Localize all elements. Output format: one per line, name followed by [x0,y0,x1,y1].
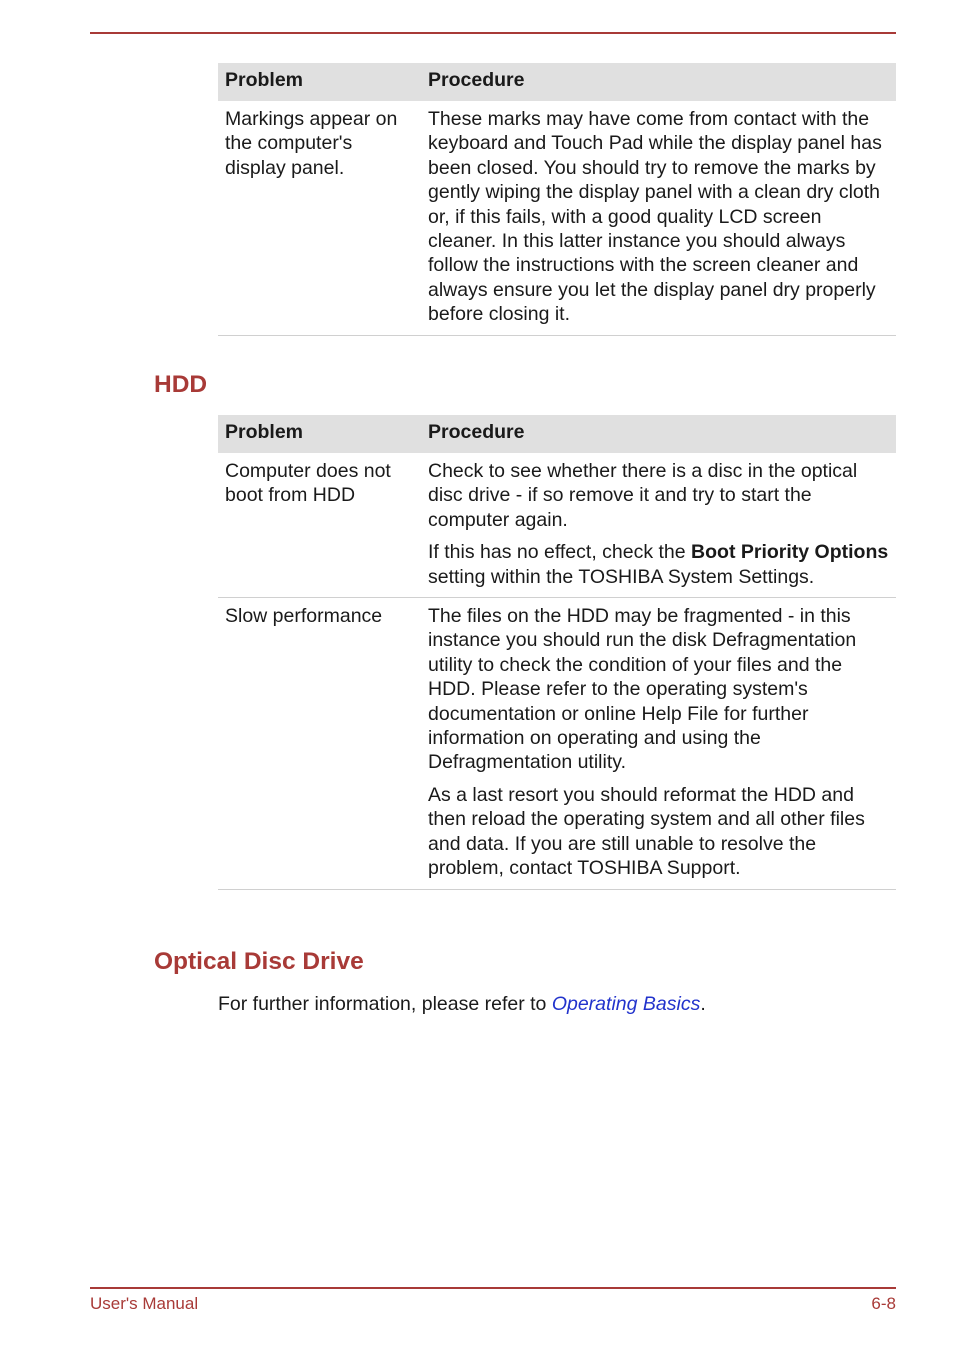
optical-disc-drive-text [218,992,706,1016]
reference-text: For further information, please refer to [218,993,552,1015]
procedure-column-header: Procedure [421,63,896,101]
top-rule [90,32,896,34]
problem-cell: Computer does not boot from HDD [218,453,421,598]
procedure-column-header: Procedure [421,415,896,453]
display-problem-table [218,63,896,336]
problem-column-header: Problem [218,63,421,101]
problem-cell: Markings appear on the computer's display panel. [218,101,421,335]
problem-column-header: Problem [218,415,421,453]
table-row [218,101,896,335]
operating-basics-link[interactable]: Operating Basics [551,993,701,1015]
procedure-paragraph: The files on the HDD may be fragmented - in this instance you should run the disk Defragmentation utility to check the condition of your files and the HDD. Please refer to the operating system's documentation or online Help File for further information on operating and using the Defragmentation utility. [428,605,857,774]
footer-manual-title: User's Manual [90,1294,199,1313]
table-row [218,453,896,598]
procedure-paragraph: Check to see whether there is a disc in the optical disc drive - if so remove it and try to start the computer again. [428,460,858,531]
procedure-paragraph: These marks may have come from contact with the keyboard and Touch Pad while the display panel has been closed. You should try to remove the marks by gently wiping the display panel with a clean dry cloth or, if this fails, with a good quality LCD screen cleaner. In this latter instance you should always follow the instructions with the screen cleaner and always ensure you let the display panel dry properly before closing it. [428,108,882,326]
table-header-row [218,415,896,453]
procedure-text: If this has no effect, check the [428,541,692,564]
table-header-row [218,63,896,101]
procedure-paragraph: As a last resort you should reformat the HDD and then reload the operating system and all other files and data. If you are still unable to resolve the problem, contact TOSHIBA Support. [428,783,865,880]
hdd-section-heading: HDD [154,371,208,398]
procedure-cell [421,101,896,335]
procedure-text: setting within the TOSHIBA System Settings. [428,565,815,588]
boot-priority-options-term: Boot Priority Options [691,541,889,564]
procedure-cell [421,598,896,889]
bottom-rule [90,1287,896,1289]
procedure-paragraph [428,540,890,589]
page-number: 6-8 [871,1294,896,1313]
reference-text-end: . [700,993,706,1015]
optical-disc-drive-heading: Optical Disc Drive [154,948,364,975]
procedure-cell [421,453,896,598]
problem-cell: Slow performance [218,598,421,889]
table-row [218,598,896,889]
hdd-problem-table [218,415,896,890]
